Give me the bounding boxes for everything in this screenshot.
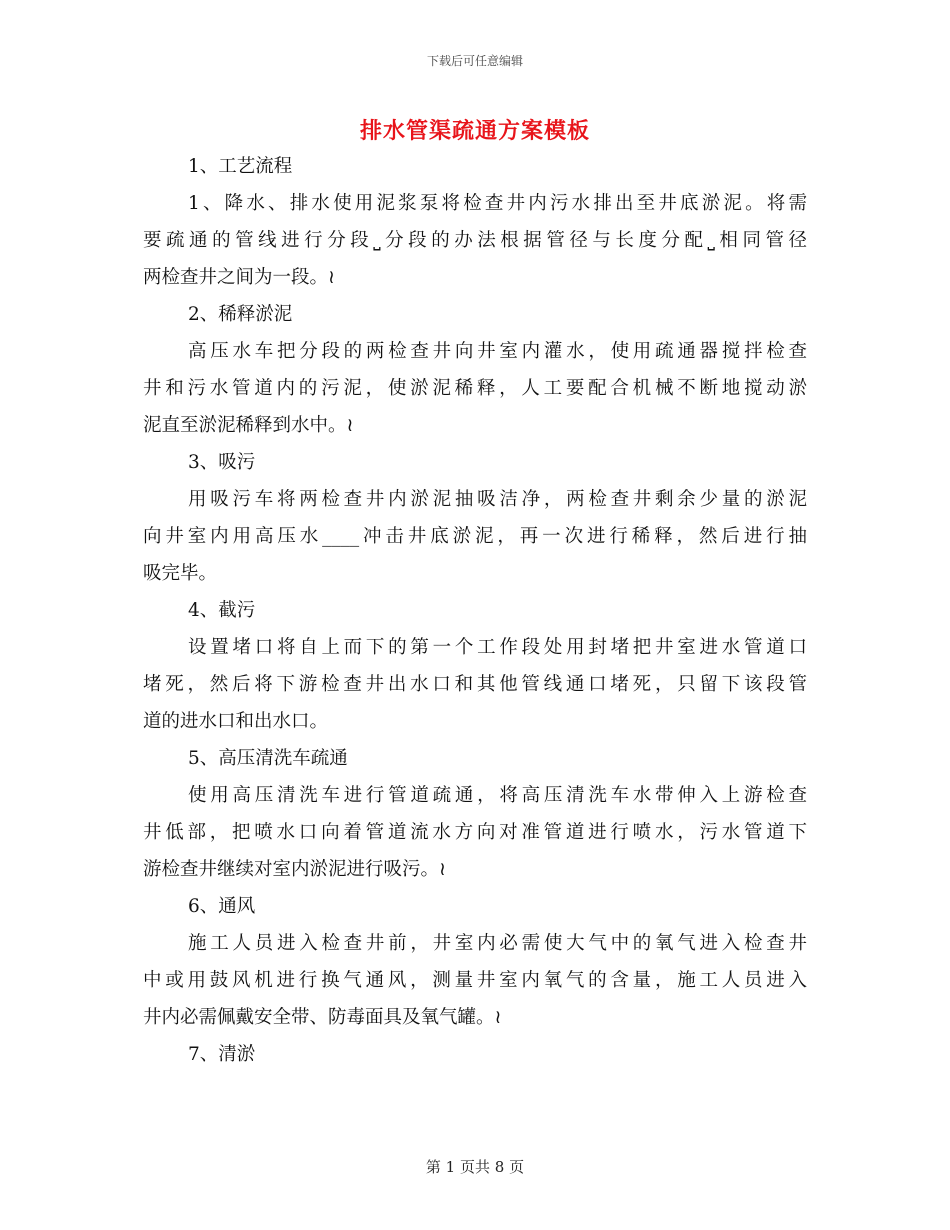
paragraph-line: 泥直至淤泥稀释到水中。≀ <box>143 415 354 436</box>
paragraph-line-first: 6、通风 <box>188 896 256 917</box>
paragraph-line-first: 设置堵口将自上而下的第一个工作段处用封堵把井室进水管道口 <box>188 637 807 658</box>
paragraph-line-first: 使用高压清洗车进行管道疏通，将高压清洗车水带伸入上游检查 <box>188 785 807 806</box>
page-number: 第 1 页共 8 页 <box>425 1158 525 1176</box>
document-body <box>143 148 807 1073</box>
paragraph-line: 井和污水管道内的污泥，使淤泥稀释，人工要配合机械不断地搅动淤 <box>143 378 807 399</box>
paragraph-line-first: 4、截污 <box>188 600 256 621</box>
paragraph-line: 井内必需佩戴安全带、防毒面具及氧气罐。≀ <box>143 1007 502 1028</box>
paragraph-line-first: 施工人员进入检查井前，井室内必需使大气中的氧气进入检查井 <box>188 933 807 954</box>
paragraph-line-first: 用吸污车将两检查井内淤泥抽吸洁净，两检查井剩余少量的淤泥 <box>188 489 807 510</box>
paragraph-line: 道的进水口和出水口。 <box>143 711 329 732</box>
paragraph-line: 堵死，然后将下游检查井出水口和其他管线通口堵死，只留下该段管 <box>143 674 807 695</box>
paragraph-line: 要疏通的管线进行分段⎵分段的办法根据管径与长度分配⎵相同管径 <box>143 230 807 251</box>
paragraph-line: 吸完毕。 <box>143 563 218 584</box>
paragraph-line-first: 5、高压清洗车疏通 <box>188 748 348 769</box>
document-title: 排水管渠疏通方案模板 <box>359 118 590 144</box>
paragraph-line: 游检查井继续对室内淤泥进行吸污。≀ <box>143 859 446 880</box>
paragraph-line-first: 高压水车把分段的两检查井向井室内灌水，使用疏通器搅拌检查 <box>188 341 807 362</box>
paragraph-line-first: 3、吸污 <box>188 452 256 473</box>
paragraph-line: 中或用鼓风机进行换气通风，测量井室内氧气的含量，施工人员进入 <box>143 970 807 991</box>
paragraph-line-first: 7、清淤 <box>188 1044 256 1065</box>
paragraph-line: 两检查井之间为一段。≀ <box>143 267 335 288</box>
paragraph-line: 向井室内用高压水____冲击井底淤泥，再一次进行稀释，然后进行抽 <box>143 526 807 547</box>
paragraph-line-first: 1、工艺流程 <box>188 156 293 177</box>
paragraph-line-first: 1、降水、排水使用泥浆泵将检查井内污水排出至井底淤泥。将需 <box>188 193 807 214</box>
page-header-note: 下载后可任意编辑 <box>426 54 523 68</box>
paragraph-line: 井低部，把喷水口向着管道流水方向对准管道进行喷水，污水管道下 <box>143 822 807 843</box>
paragraph-line-first: 2、稀释淤泥 <box>188 304 293 325</box>
